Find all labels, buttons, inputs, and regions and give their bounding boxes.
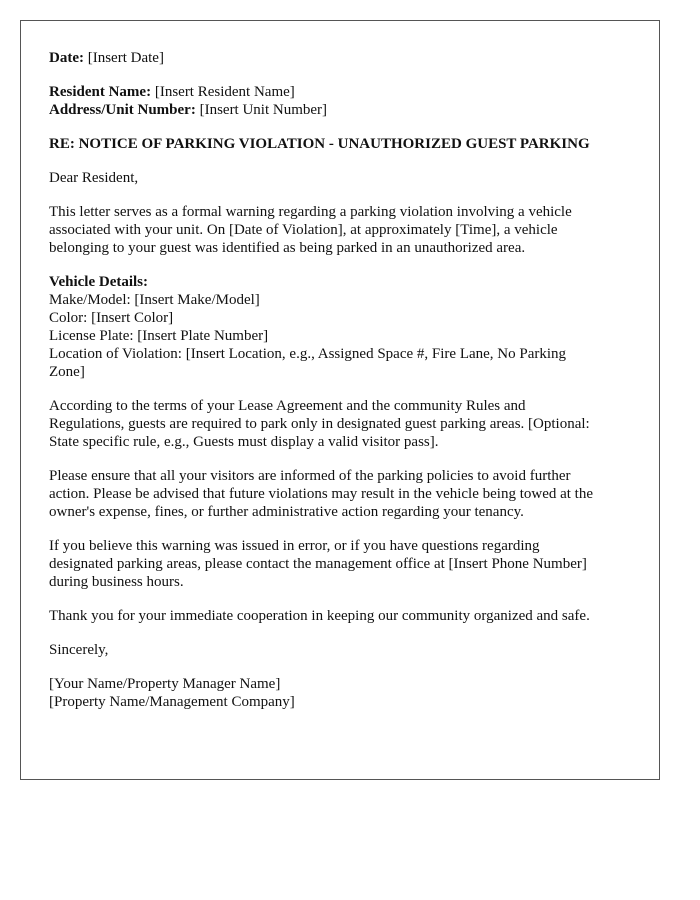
contact-line: designated parking areas, please contact the management office at [Insert Phone Number]	[49, 556, 587, 572]
intro-line: associated with your unit. On [Date of Violation], at approximately [Time], a vehicle	[49, 222, 558, 238]
vehicle-details	[49, 273, 631, 381]
thanks-paragraph	[49, 607, 631, 625]
signature-name: [Your Name/Property Manager Name]	[49, 676, 281, 692]
date-label: Date:	[49, 50, 84, 66]
contact-line: during business hours.	[49, 574, 184, 590]
intro-line: This letter serves as a formal warning regarding a parking violation involving a vehicle	[49, 204, 572, 220]
vehicle-color: Color: [Insert Color]	[49, 310, 174, 326]
ensure-line: owner's expense, fines, or further administrative action regarding your tenancy.	[49, 504, 524, 520]
resident-block	[49, 83, 631, 119]
ensure-line: Please ensure that all your visitors are informed of the parking policies to avoid further	[49, 468, 571, 484]
terms-paragraph	[49, 397, 631, 451]
letter-page	[20, 20, 660, 780]
salutation	[49, 169, 631, 187]
ensure-paragraph	[49, 467, 631, 521]
vehicle-license-plate: License Plate: [Insert Plate Number]	[49, 328, 269, 344]
contact-line: If you believe this warning was issued in error, or if you have questions regarding	[49, 538, 540, 554]
vehicle-make-model: Make/Model: [Insert Make/Model]	[49, 292, 260, 308]
closing-text: Sincerely,	[49, 642, 109, 658]
resident-name-value: [Insert Resident Name]	[154, 84, 295, 100]
vehicle-location: Location of Violation: [Insert Location, e.g., Assigned Space #, Fire Lane, No Parking	[49, 346, 567, 362]
intro-paragraph	[49, 203, 631, 257]
terms-line: Regulations, guests are required to park only in designated guest parking areas. [Optional:	[49, 416, 590, 432]
thanks-text: Thank you for your immediate cooperation in keeping our community organized and safe.	[49, 608, 590, 624]
signature-company: [Property Name/Management Company]	[49, 694, 295, 710]
subject-text: RE: NOTICE OF PARKING VIOLATION - UNAUTHORIZED GUEST PARKING	[49, 136, 590, 152]
vehicle-location-cont: Zone]	[49, 364, 85, 380]
ensure-line: action. Please be advised that future violations may result in the vehicle being towed at the	[49, 486, 594, 502]
resident-name-label: Resident Name:	[49, 84, 152, 100]
address-value: [Insert Unit Number]	[199, 102, 328, 118]
address-label: Address/Unit Number:	[49, 102, 196, 118]
intro-line: belonging to your guest was identified as being parked in an unauthorized area.	[49, 240, 526, 256]
contact-paragraph	[49, 537, 631, 591]
terms-line: According to the terms of your Lease Agreement and the community Rules and	[49, 398, 526, 414]
closing	[49, 641, 631, 659]
date-value: [Insert Date]	[87, 50, 164, 66]
signature-block	[49, 675, 631, 711]
vehicle-details-heading: Vehicle Details:	[49, 274, 149, 290]
terms-line: State specific rule, e.g., Guests must display a valid visitor pass].	[49, 434, 439, 450]
date-line	[49, 49, 631, 67]
subject-line	[49, 135, 631, 153]
salutation-text: Dear Resident,	[49, 170, 139, 186]
